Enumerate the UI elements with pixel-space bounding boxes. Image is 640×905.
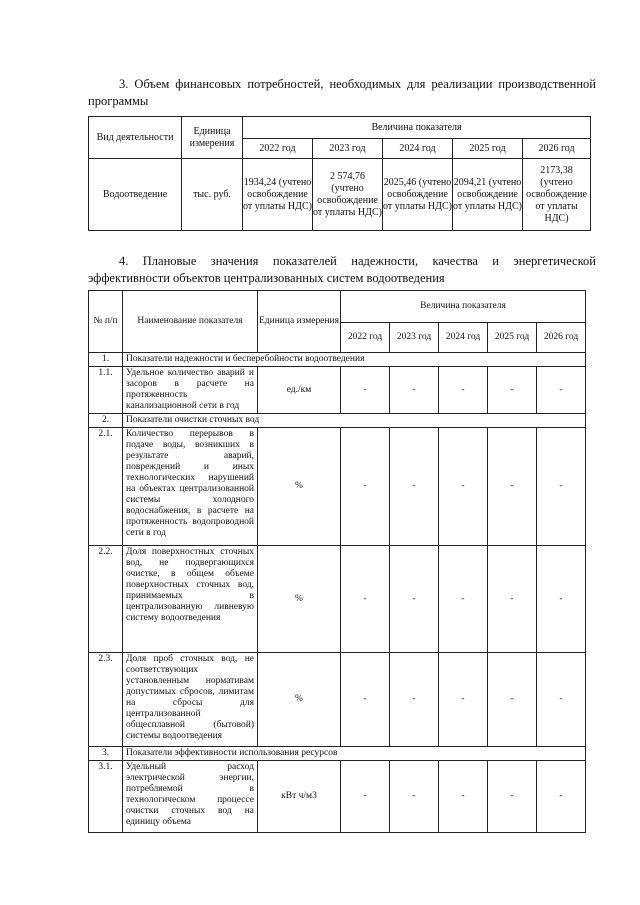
header-name: Наименование показателя — [123, 291, 258, 353]
value-cell: - — [537, 653, 586, 747]
value-cell: - — [390, 546, 439, 653]
section-row — [89, 414, 586, 428]
table-row — [89, 761, 586, 833]
value-cell: - — [390, 428, 439, 546]
header-value: Величина показателя — [341, 291, 586, 323]
value-cell: - — [341, 546, 390, 653]
value-cell: - — [537, 546, 586, 653]
value-cell: - — [537, 761, 586, 833]
header-year: 2026 год — [537, 323, 586, 353]
table-row — [89, 653, 586, 747]
header-year: 2025 год — [453, 139, 523, 159]
value-cell: - — [439, 367, 488, 414]
value-cell: - — [341, 367, 390, 414]
unit-cell: % — [258, 546, 341, 653]
value-cell: 2 574,76 (учтено освобождение от уплаты НДС) — [313, 159, 383, 231]
value-cell: - — [390, 367, 439, 414]
section-4-title: 4. Плановые значения показателей надежности, качества и энергетической эффективности объектов централизованных систем водоотведения — [88, 254, 596, 285]
value-cell: - — [390, 761, 439, 833]
table-row — [89, 367, 586, 414]
indicator-name: Доля проб сточных вод, не соответствующих установленным нормативам допустимых сбросов, лимитам на сбросы для централизованной общесплавной (бытовой) системы водоотведения — [123, 653, 258, 747]
section-name: Показатели надежности и бесперебойности водоотведения — [123, 353, 586, 367]
indicator-name: Количество перерывов в подаче воды, возникших в результате аварий, повреждений и иных технологических нарушений на объектах централизованной системы холодного водоснабжения, в расчете на протяженность водопроводной сети в год — [123, 428, 258, 546]
financial-needs-table — [88, 116, 591, 231]
value-cell: - — [537, 367, 586, 414]
row-number: 1. — [89, 353, 123, 367]
value-cell: 2173,38 (учтено освобождение от уплаты НДС) — [523, 159, 591, 231]
activity-cell: Водоотведение — [89, 159, 182, 231]
header-year: 2024 год — [439, 323, 488, 353]
unit-cell: ед./км — [258, 367, 341, 414]
header-unit: Единица измерения — [182, 117, 243, 159]
value-cell: - — [341, 428, 390, 546]
unit-cell: кВт ч/м3 — [258, 761, 341, 833]
row-number: 1.1. — [89, 367, 123, 414]
section-row — [89, 353, 586, 367]
header-number: № п/п — [89, 291, 123, 353]
header-year: 2022 год — [243, 139, 313, 159]
row-number: 2. — [89, 414, 123, 428]
row-number: 3.1. — [89, 761, 123, 833]
section-row — [89, 747, 586, 761]
header-value: Величина показателя — [243, 117, 591, 139]
value-cell: 1934,24 (учтено освобождение от уплаты НДС) — [243, 159, 313, 231]
header-activity: Вид деятельности — [89, 117, 182, 159]
indicator-name: Доля поверхностных сточных вод, не подвергающихся очистке, в общем объеме поверхностных сточных вод, принимаемых в централизованную ливневую систему водоотведения — [123, 546, 258, 653]
unit-cell: % — [258, 428, 341, 546]
header-year: 2026 год — [523, 139, 591, 159]
value-cell: 2025,46 (учтено освобождение от уплаты НДС) — [383, 159, 453, 231]
value-cell: - — [439, 761, 488, 833]
header-unit: Единица измерения — [258, 291, 341, 353]
header-year: 2022 год — [341, 323, 390, 353]
section-name: Показатели очистки сточных вод — [123, 414, 586, 428]
value-cell: - — [341, 761, 390, 833]
value-cell: 2094,21 (учтено освобождение от уплаты НДС) — [453, 159, 523, 231]
header-year: 2025 год — [488, 323, 537, 353]
unit-cell: % — [258, 653, 341, 747]
value-cell: - — [488, 367, 537, 414]
header-year: 2023 год — [313, 139, 383, 159]
row-number: 2.3. — [89, 653, 123, 747]
value-cell: - — [488, 653, 537, 747]
row-number: 3. — [89, 747, 123, 761]
section-3-title: 3. Объем финансовых потребностей, необходимых для реализации производственной программы — [88, 77, 596, 108]
header-year: 2023 год — [390, 323, 439, 353]
value-cell: - — [488, 761, 537, 833]
value-cell: - — [488, 428, 537, 546]
value-cell: - — [341, 653, 390, 747]
table-row — [89, 546, 586, 653]
value-cell: - — [439, 653, 488, 747]
header-year: 2024 год — [383, 139, 453, 159]
section-name: Показатели эффективности использования ресурсов — [123, 747, 586, 761]
value-cell: - — [390, 653, 439, 747]
table-row — [89, 159, 591, 231]
row-number: 2.1. — [89, 428, 123, 546]
value-cell: - — [439, 428, 488, 546]
table-row — [89, 428, 586, 546]
row-number: 2.2. — [89, 546, 123, 653]
indicator-name: Удельное количество аварий и засоров в расчете на протяженность канализационной сети в год — [123, 367, 258, 414]
value-cell: - — [439, 546, 488, 653]
value-cell: - — [488, 546, 537, 653]
unit-cell: тыс. руб. — [182, 159, 243, 231]
indicators-table — [88, 290, 586, 833]
value-cell: - — [537, 428, 586, 546]
indicator-name: Удельный расход электрической энергии, потребляемой в технологическом процессе очистки сточных вод на единицу объема — [123, 761, 258, 833]
